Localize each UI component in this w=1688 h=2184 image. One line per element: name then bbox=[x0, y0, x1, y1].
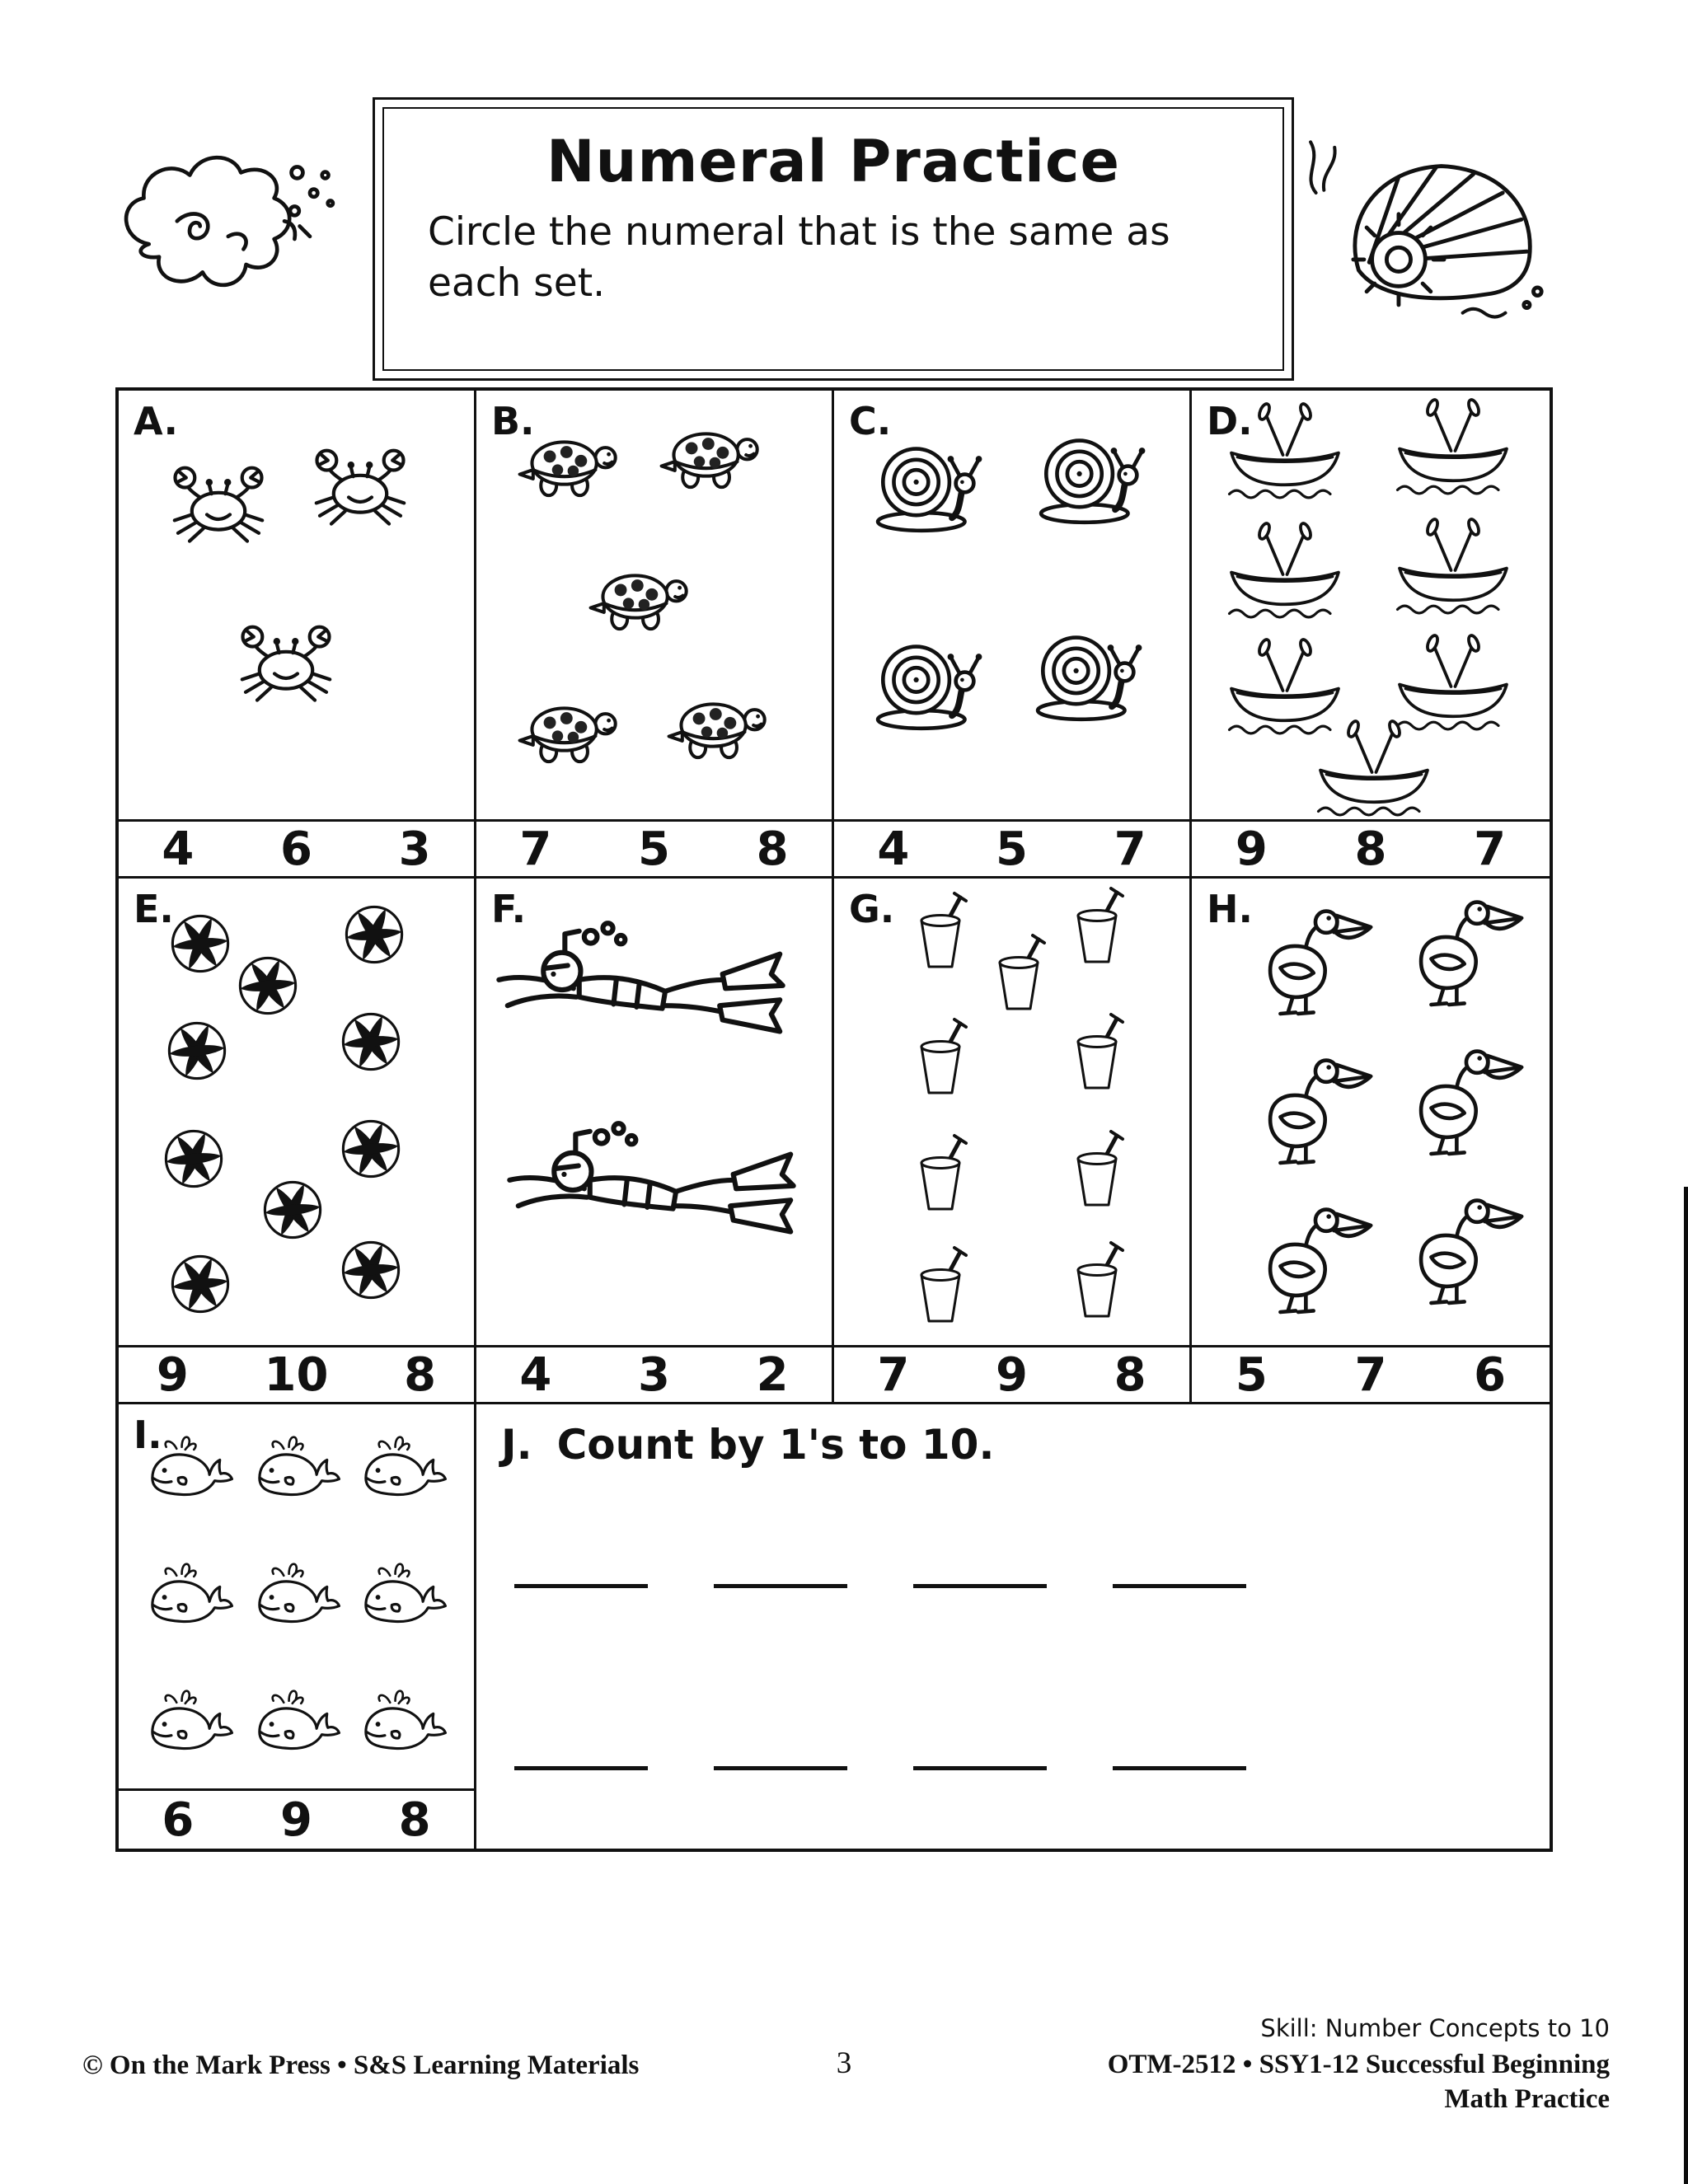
title-box bbox=[373, 97, 1294, 381]
turtle-icon bbox=[497, 673, 641, 785]
numeral-option[interactable]: 4 bbox=[519, 1347, 552, 1402]
section-a-pictures bbox=[119, 391, 474, 819]
page-title: Numeral Practice bbox=[546, 128, 1120, 195]
publisher-credit: © On the Mark Press • S&S Learning Materials bbox=[82, 2050, 640, 2080]
section-h-pictures bbox=[1192, 879, 1550, 1345]
section-f-pictures bbox=[476, 879, 832, 1345]
sand-pail-icon bbox=[1056, 1010, 1138, 1102]
section-i-options bbox=[119, 1788, 474, 1849]
sand-pail-icon bbox=[1056, 1238, 1138, 1330]
count-blanks-row bbox=[476, 1730, 1550, 1770]
instructions-text: Circle the numeral that is the same as each set. bbox=[428, 209, 1170, 307]
numeral-option[interactable]: 6 bbox=[1474, 1347, 1507, 1402]
count-write-in-blank[interactable] bbox=[913, 1730, 1047, 1770]
whale-icon bbox=[241, 1554, 352, 1640]
section-label: B. bbox=[491, 399, 535, 443]
numeral-option[interactable]: 7 bbox=[1114, 822, 1146, 876]
rowboat-icon bbox=[1296, 716, 1452, 819]
sand-pail-icon bbox=[978, 930, 1060, 1023]
numeral-option[interactable]: 4 bbox=[877, 822, 910, 876]
section-i-cell bbox=[119, 1404, 476, 1849]
beach-ball-icon bbox=[328, 1227, 415, 1314]
section-j-header bbox=[476, 1404, 1550, 1469]
section-f-cell bbox=[476, 879, 834, 1404]
beach-ball-icon bbox=[328, 1106, 415, 1193]
section-b-options bbox=[476, 819, 832, 876]
numeral-option[interactable]: 9 bbox=[156, 1347, 189, 1402]
numeral-option[interactable]: 9 bbox=[1235, 822, 1268, 876]
pelican-icon bbox=[1390, 1032, 1531, 1164]
beach-ball-icon bbox=[157, 1241, 244, 1328]
numeral-option[interactable]: 8 bbox=[398, 1793, 431, 1847]
section-e-pictures bbox=[119, 879, 474, 1345]
section-label: I. bbox=[134, 1413, 162, 1457]
product-title: Math Practice bbox=[1444, 2084, 1610, 2115]
numeral-option[interactable]: 7 bbox=[1474, 822, 1507, 876]
section-b-cell bbox=[476, 391, 834, 879]
beach-ball-icon bbox=[153, 1008, 240, 1094]
numeral-option[interactable]: 4 bbox=[162, 822, 195, 876]
numeral-option[interactable]: 6 bbox=[162, 1793, 195, 1847]
rowboat-icon bbox=[1375, 395, 1531, 498]
numeral-option[interactable]: 9 bbox=[280, 1793, 312, 1847]
turtle-icon bbox=[646, 669, 790, 780]
sand-pail-icon bbox=[899, 1243, 982, 1335]
numeral-option[interactable]: 8 bbox=[756, 822, 789, 876]
count-write-in-blank[interactable] bbox=[514, 1730, 648, 1770]
numeral-option[interactable]: 2 bbox=[756, 1347, 789, 1402]
pelican-icon bbox=[1240, 1190, 1380, 1322]
section-e-options bbox=[119, 1345, 474, 1402]
count-write-in-blank[interactable] bbox=[913, 1548, 1047, 1588]
section-label: H. bbox=[1207, 887, 1253, 931]
scuba-diver-icon bbox=[490, 1115, 819, 1276]
section-b-pictures bbox=[476, 391, 832, 819]
sand-pail-icon bbox=[899, 1015, 982, 1107]
skill-label: Skill: Number Concepts to 10 bbox=[1260, 2014, 1610, 2042]
numeral-option[interactable]: 3 bbox=[638, 1347, 670, 1402]
splash-doodle-art bbox=[106, 132, 361, 346]
section-c-options bbox=[834, 819, 1189, 876]
section-c-cell bbox=[834, 391, 1192, 879]
numeral-option[interactable]: 10 bbox=[264, 1347, 329, 1402]
numeral-option[interactable]: 8 bbox=[404, 1347, 437, 1402]
whale-icon bbox=[241, 1680, 352, 1766]
numeral-option[interactable]: 5 bbox=[638, 822, 670, 876]
sand-pail-icon bbox=[1056, 883, 1138, 976]
scan-edge-artifact bbox=[1684, 1187, 1688, 2184]
crab-icon bbox=[218, 603, 354, 719]
numeral-option[interactable]: 7 bbox=[1354, 1347, 1387, 1402]
count-write-in-blank[interactable] bbox=[714, 1730, 847, 1770]
whale-icon bbox=[241, 1427, 352, 1513]
count-blanks-row bbox=[476, 1548, 1550, 1588]
section-i-pictures bbox=[119, 1404, 474, 1788]
beach-ball-icon bbox=[328, 999, 415, 1085]
section-c-pictures bbox=[834, 391, 1189, 819]
numeral-option[interactable]: 7 bbox=[519, 822, 552, 876]
whale-icon bbox=[347, 1680, 458, 1766]
beach-ball-icon bbox=[250, 1166, 336, 1253]
numeral-option[interactable]: 5 bbox=[996, 822, 1028, 876]
pelican-icon bbox=[1240, 892, 1380, 1024]
section-f-options bbox=[476, 1345, 832, 1402]
worksheet-grid bbox=[115, 387, 1553, 1852]
count-write-in-blank[interactable] bbox=[1113, 1548, 1246, 1588]
rowboat-icon bbox=[1207, 519, 1363, 622]
whale-icon bbox=[347, 1427, 458, 1513]
count-write-in-blank[interactable] bbox=[1113, 1730, 1246, 1770]
section-j-title: Count by 1's to 10. bbox=[556, 1421, 995, 1469]
section-a-cell bbox=[119, 391, 476, 879]
section-g-cell bbox=[834, 879, 1192, 1404]
section-h-options bbox=[1192, 1345, 1550, 1402]
beach-ball-icon bbox=[150, 1115, 237, 1202]
footer-right-block bbox=[1108, 2014, 1610, 2116]
section-label: G. bbox=[849, 887, 895, 931]
section-d-cell bbox=[1192, 391, 1550, 879]
section-label: J. bbox=[501, 1421, 532, 1469]
crab-icon bbox=[150, 444, 286, 560]
pelican-icon bbox=[1390, 1181, 1531, 1313]
snail-icon bbox=[856, 618, 996, 746]
section-label: E. bbox=[134, 887, 174, 931]
turtle-icon bbox=[639, 400, 783, 511]
rowboat-icon bbox=[1375, 515, 1531, 618]
section-h-cell bbox=[1192, 879, 1550, 1404]
turtle-icon bbox=[568, 541, 712, 652]
section-g-pictures bbox=[834, 879, 1189, 1345]
snail-icon bbox=[1020, 413, 1160, 541]
numeral-option[interactable]: 9 bbox=[996, 1347, 1028, 1402]
crab-icon bbox=[293, 427, 429, 542]
section-d-options bbox=[1192, 819, 1550, 876]
beach-ball-icon bbox=[331, 891, 418, 977]
section-a-options bbox=[119, 819, 474, 876]
count-write-in-blank[interactable] bbox=[514, 1548, 648, 1588]
section-d-pictures bbox=[1192, 391, 1550, 819]
section-label: A. bbox=[134, 399, 178, 443]
numeral-option[interactable]: 8 bbox=[1354, 822, 1387, 876]
section-j-cell bbox=[476, 1404, 1550, 1849]
whale-icon bbox=[134, 1680, 246, 1766]
section-g-options bbox=[834, 1345, 1189, 1402]
page-number: 3 bbox=[836, 2046, 852, 2080]
numeral-option[interactable]: 8 bbox=[1114, 1347, 1146, 1402]
sand-pail-icon bbox=[899, 1131, 982, 1223]
section-label: C. bbox=[849, 399, 892, 443]
numeral-option[interactable]: 5 bbox=[1235, 1347, 1268, 1402]
section-label: D. bbox=[1207, 399, 1253, 443]
count-write-in-blank[interactable] bbox=[714, 1548, 847, 1588]
seashell-art bbox=[1276, 130, 1556, 346]
whale-icon bbox=[347, 1554, 458, 1640]
section-e-cell bbox=[119, 879, 476, 1404]
whale-icon bbox=[134, 1554, 246, 1640]
numeral-option[interactable]: 7 bbox=[877, 1347, 910, 1402]
sand-pail-icon bbox=[1056, 1127, 1138, 1219]
section-label: F. bbox=[491, 887, 527, 931]
product-code: OTM-2512 • SSY1-12 Successful Beginning bbox=[1107, 2050, 1610, 2079]
snail-icon bbox=[1016, 610, 1156, 738]
sand-pail-icon bbox=[899, 888, 982, 981]
numeral-option[interactable]: 3 bbox=[398, 822, 431, 876]
numeral-option[interactable]: 6 bbox=[280, 822, 312, 876]
pelican-icon bbox=[1240, 1041, 1380, 1173]
scuba-diver-icon bbox=[479, 915, 809, 1076]
pelican-icon bbox=[1390, 883, 1531, 1015]
